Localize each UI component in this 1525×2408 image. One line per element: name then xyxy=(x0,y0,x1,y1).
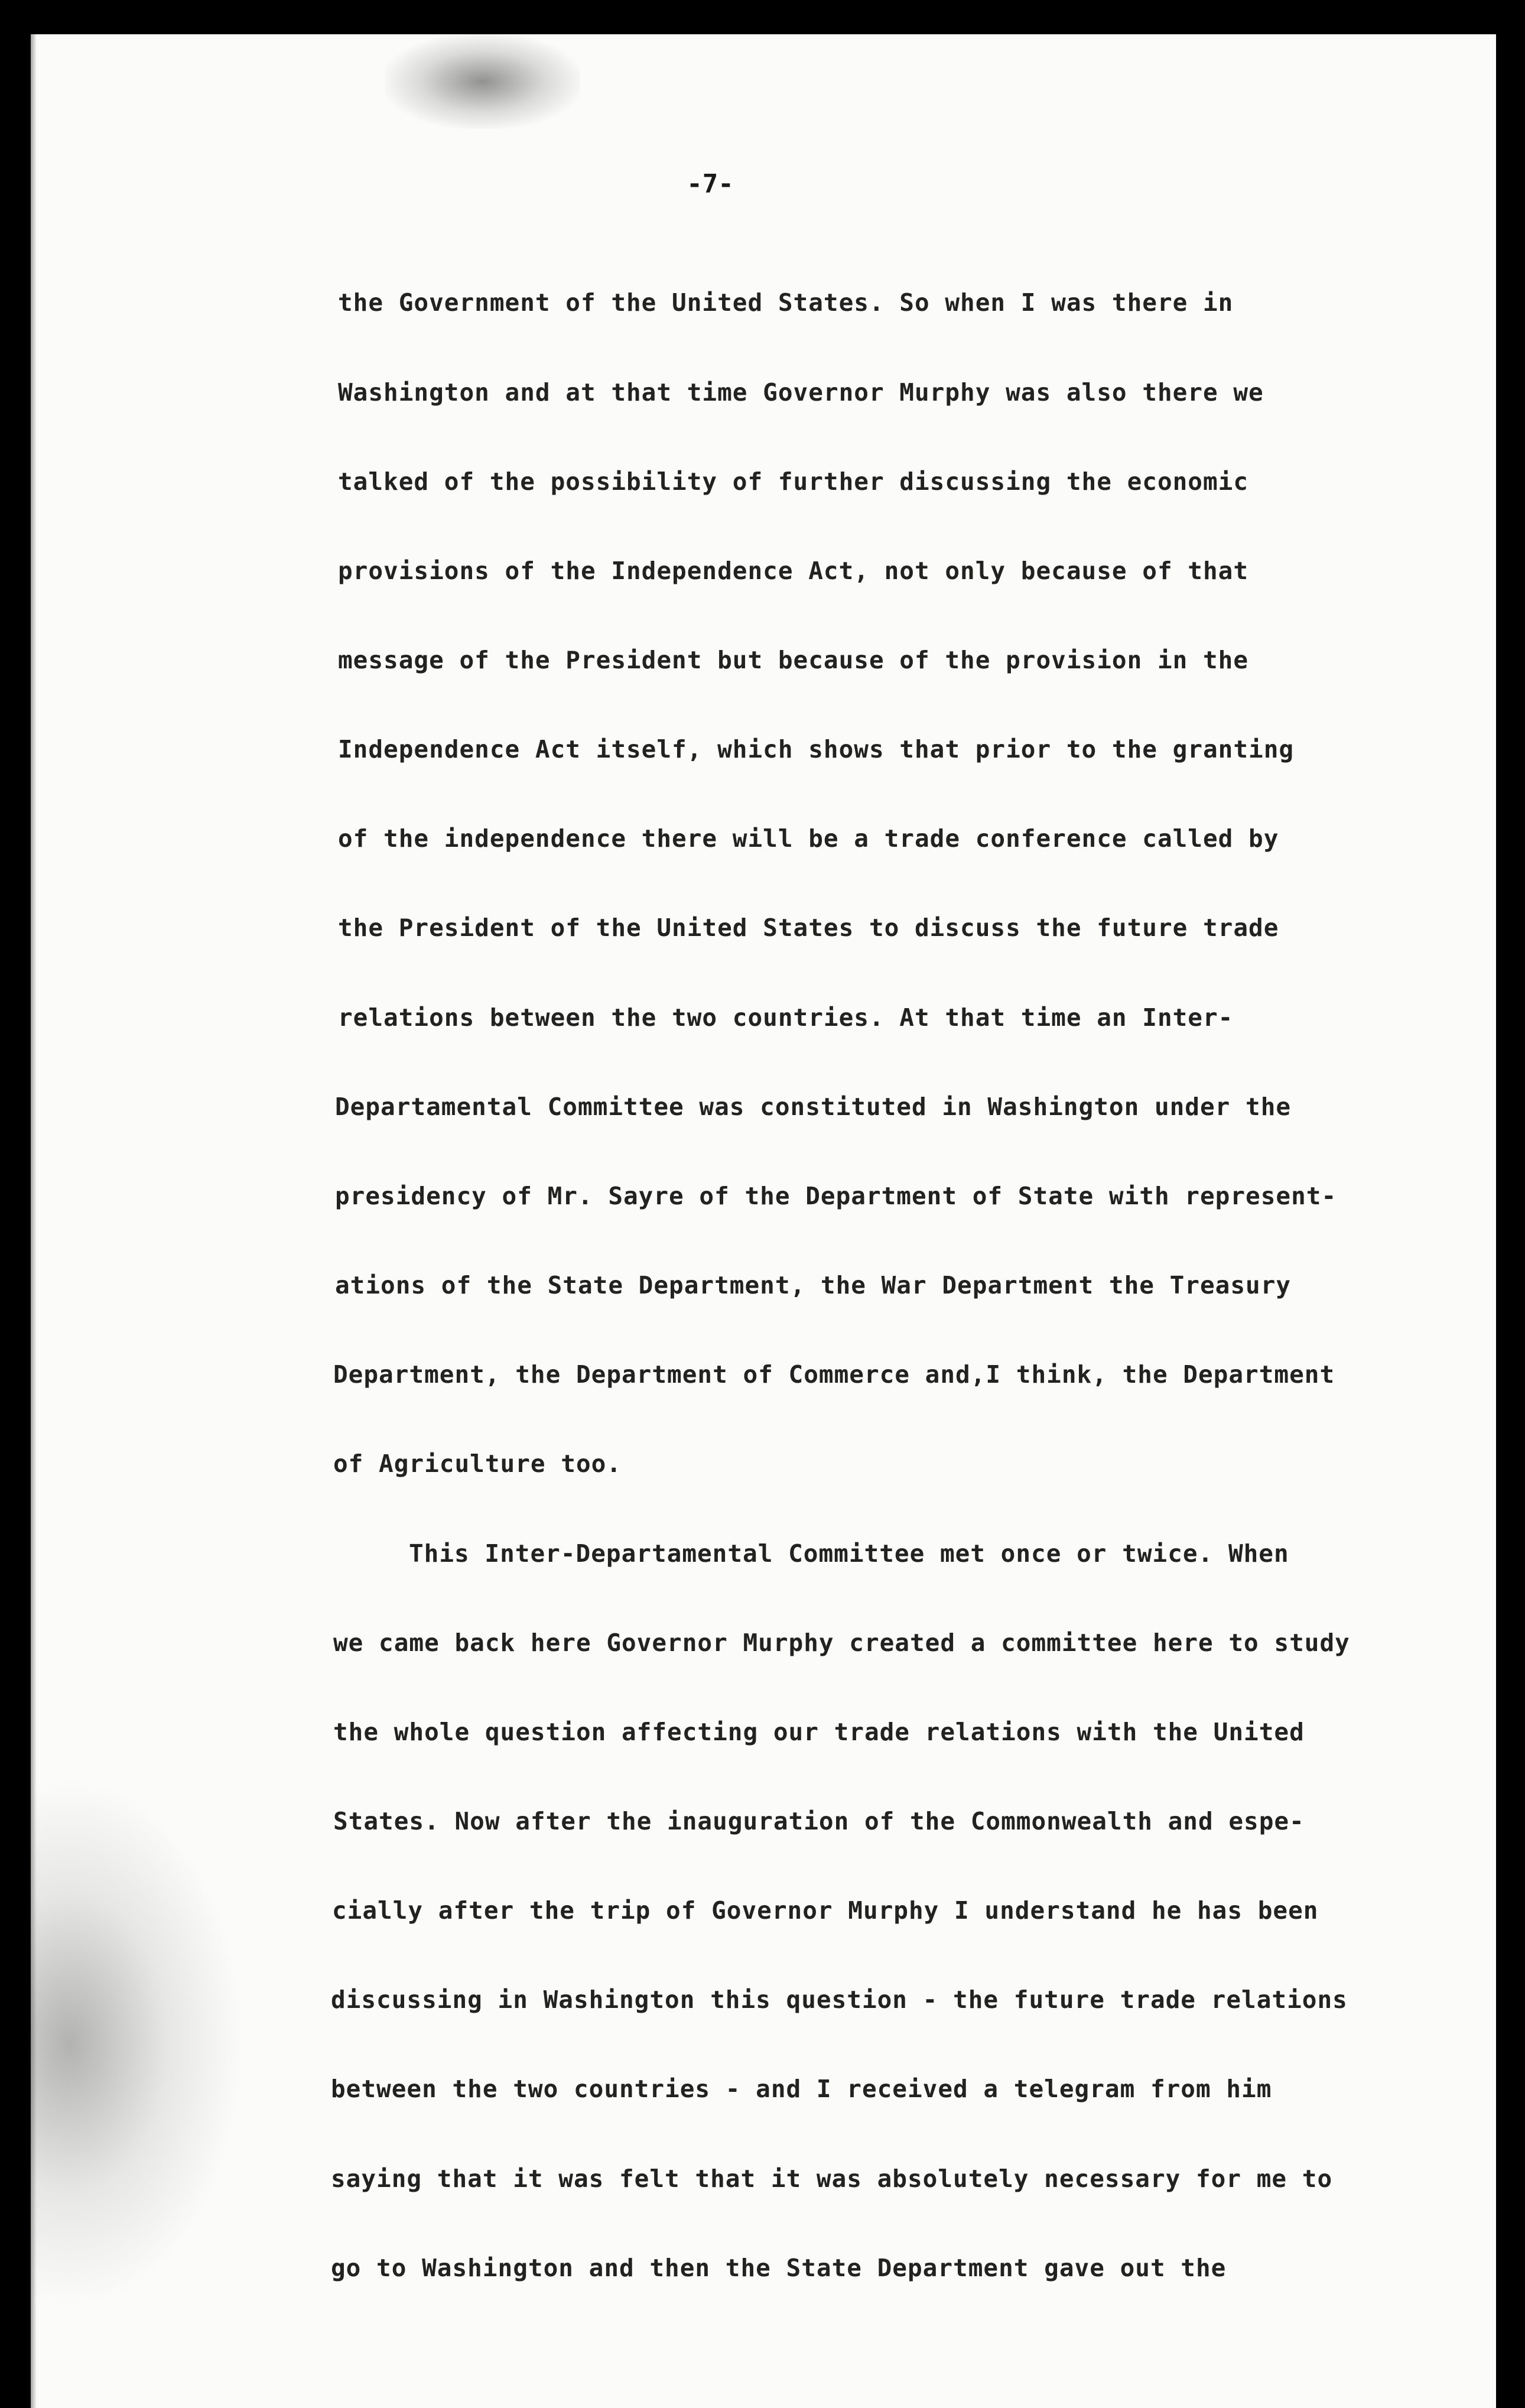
text-line: between the two countries - and I received a telegram from him xyxy=(331,2075,1272,2103)
text-line: of Agriculture too. xyxy=(333,1450,622,1478)
text-line: the Government of the United States. So when I was there in xyxy=(338,288,1234,317)
text-line: message of the President but because of the provision in the xyxy=(338,646,1249,674)
text-line: cially after the trip of Governor Murphy I understand he has been xyxy=(332,1896,1319,1925)
text-line: we came back here Governor Murphy created a committee here to study xyxy=(333,1629,1350,1657)
text-line: saying that it was felt that it was absolutely necessary for me to xyxy=(331,2165,1333,2193)
text-line: Washington and at that time Governor Murphy was also there we xyxy=(338,378,1264,407)
text-line: the President of the United States to discuss the future trade xyxy=(338,914,1279,942)
text-line: talked of the possibility of further discussing the economic xyxy=(338,467,1249,496)
page-number: -7- xyxy=(687,169,734,199)
text-line: This Inter-Departamental Committee met once or twice. When xyxy=(409,1539,1289,1568)
text-line: Departamental Committee was constituted in Washington under the xyxy=(335,1093,1292,1121)
text-line: of the independence there will be a trade conference called by xyxy=(338,824,1279,853)
text-line: ations of the State Department, the War Department the Treasury xyxy=(335,1271,1292,1299)
text-line: the whole question affecting our trade relations with the United xyxy=(333,1718,1305,1746)
text-line: presidency of Mr. Sayre of the Department of State with represent- xyxy=(335,1182,1337,1210)
text-line: Independence Act itself, which shows that prior to the granting xyxy=(338,735,1295,763)
text-line: relations between the two countries. At that time an Inter- xyxy=(338,1003,1234,1032)
text-line: provisions of the Independence Act, not only because of that xyxy=(338,557,1249,585)
text-line: go to Washington and then the State Department gave out the xyxy=(331,2254,1227,2282)
body-text xyxy=(31,34,1496,2408)
text-line: discussing in Washington this question - the future trade relations xyxy=(331,1985,1348,2014)
document-page xyxy=(31,34,1496,2408)
text-line: Department, the Department of Commerce and,I think, the Department xyxy=(333,1360,1335,1389)
text-line: States. Now after the inauguration of the Commonwealth and espe- xyxy=(333,1807,1305,1835)
